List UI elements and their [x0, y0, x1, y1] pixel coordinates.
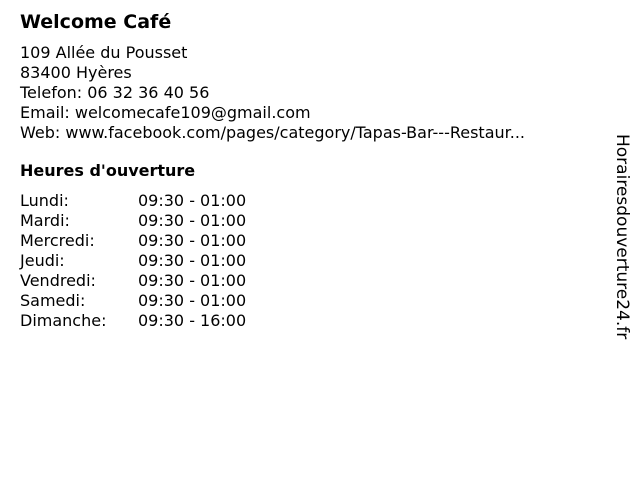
time-range: 09:30 - 01:00	[138, 291, 247, 310]
time-range: 09:30 - 16:00	[138, 311, 247, 330]
opening-hours-table	[20, 191, 600, 331]
hours-row-mardi	[20, 211, 600, 231]
web-line[interactable]: Web: www.facebook.com/pages/category/Tapas-Bar---Restaur...	[20, 123, 525, 142]
address-line-2: 83400 Hyères	[20, 63, 132, 82]
time-range: 09:30 - 01:00	[138, 251, 247, 270]
hours-row-dimanche	[20, 311, 600, 331]
day-label: Jeudi:	[20, 251, 65, 270]
phone-line[interactable]: Telefon: 06 32 36 40 56	[20, 83, 210, 102]
business-name: Welcome Café	[20, 11, 172, 33]
contact-info	[20, 43, 600, 143]
time-range: 09:30 - 01:00	[138, 211, 247, 230]
day-label: Dimanche:	[20, 311, 107, 330]
hours-row-vendredi	[20, 271, 600, 291]
time-range: 09:30 - 01:00	[138, 191, 247, 210]
hours-row-mercredi	[20, 231, 600, 251]
email-line[interactable]: Email: welcomecafe109@gmail.com	[20, 103, 311, 122]
address-line-1: 109 Allée du Pousset	[20, 43, 188, 62]
opening-hours-heading: Heures d'ouverture	[20, 161, 196, 180]
site-watermark: Horairesdouverture24.fr	[612, 134, 632, 340]
time-range: 09:30 - 01:00	[138, 231, 247, 250]
day-label: Mercredi:	[20, 231, 95, 250]
day-label: Mardi:	[20, 211, 70, 230]
hours-row-lundi	[20, 191, 600, 211]
hours-row-samedi	[20, 291, 600, 311]
day-label: Samedi:	[20, 291, 86, 310]
hours-row-jeudi	[20, 251, 600, 271]
business-card	[20, 9, 600, 331]
time-range: 09:30 - 01:00	[138, 271, 247, 290]
day-label: Vendredi:	[20, 271, 96, 290]
day-label: Lundi:	[20, 191, 69, 210]
